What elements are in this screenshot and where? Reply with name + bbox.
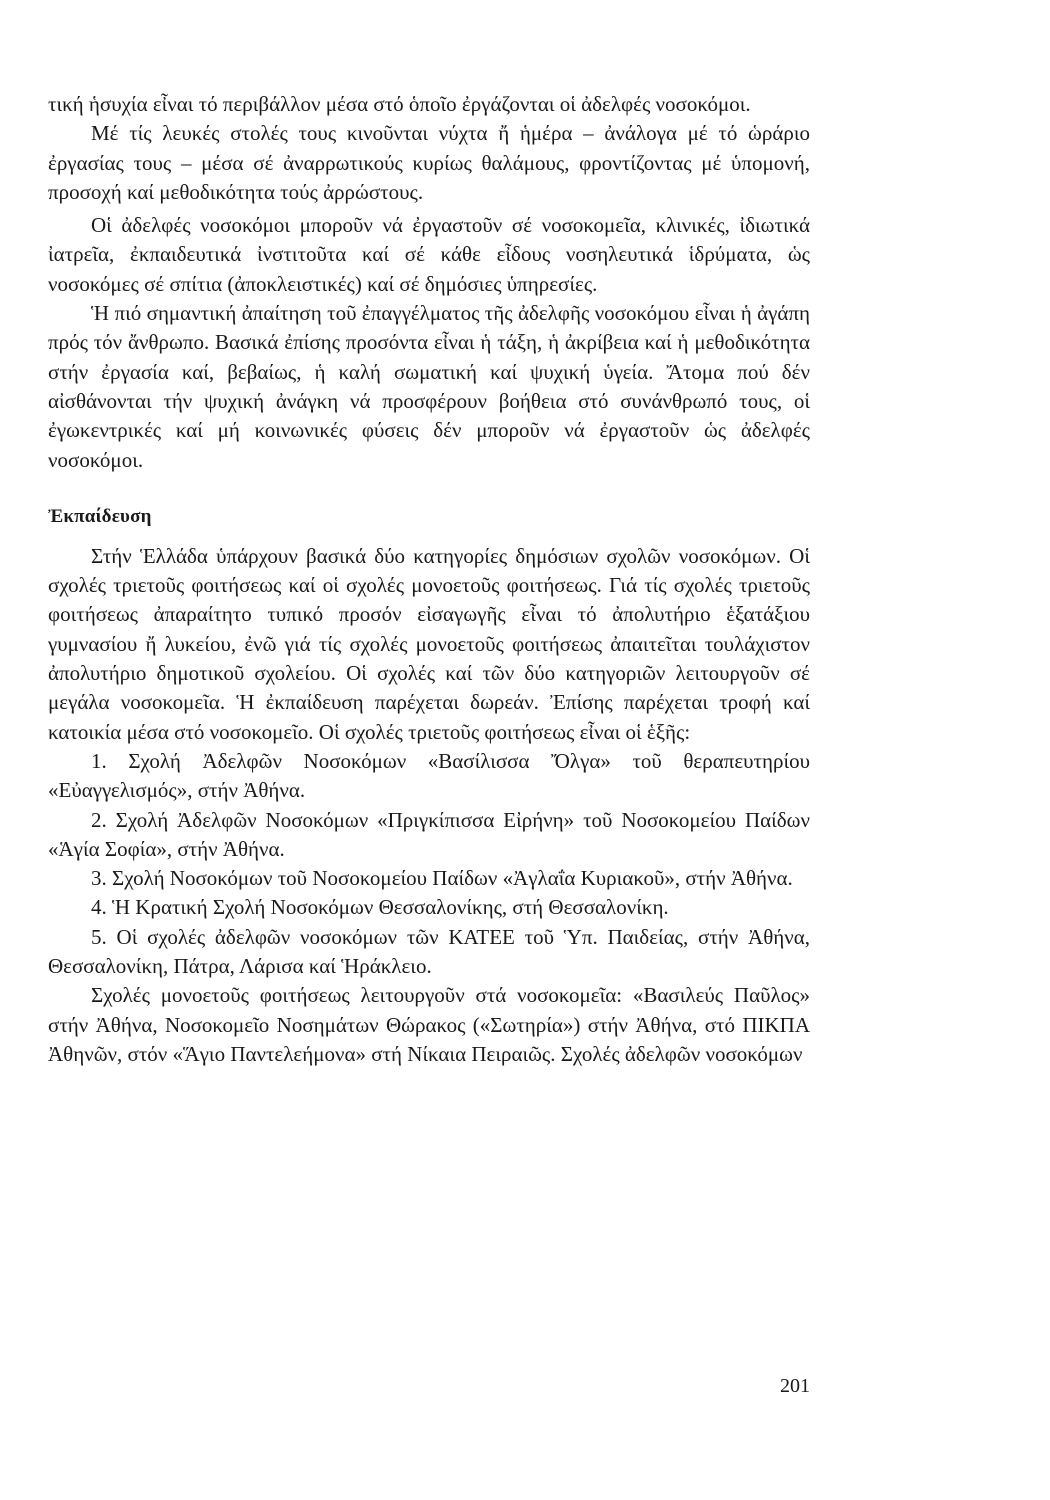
section-heading-education: Ἐκπαίδευση xyxy=(48,505,152,527)
paragraph-workplaces: Οἱ ἀδελφές νοσοκόμοι μποροῦν νά ἐργαστοῦν σέ νοσοκομεῖα, κλινικές, ἰδιωτικά ἰατρεῖα, ἐκπαιδευτικά ἰνστιτοῦτα καί σέ κάθε εἶδους νοσηλευτικά ἱδρύματα, ὡς νοσοκόμες σέ σπίτια (ἀποκλειστικές) καί σέ δημόσιες ὑπηρεσίες. xyxy=(48,213,810,296)
list-item-school-5: 5. Οἱ σχολές ἀδελφῶν νοσοκόμων τῶν ΚΑΤΕΕ τοῦ Ὑπ. Παιδείας, στήν Ἀθήνα, Θεσσαλονίκη, Πάτρα, Λάρισα καί Ἡράκλειο. xyxy=(48,924,810,979)
paragraph-one-year-schools: Σχολές μονοετοῦς φοιτήσεως λειτουργοῦν στά νοσοκομεῖα: «Βασιλεύς Παῦλος» στήν Ἀθήνα, Νοσοκομεῖο Νοσημάτων Θώρακος («Σωτηρία») στήν Ἀθήνα, στό ΠΙΚΠΑ Ἀθηνῶν, στόν «Ἅγιο Παντελεήμονα» στή Νίκαια Πειραιῶς. Σχολές ἀδελφῶν νοσοκόμων xyxy=(48,983,810,1066)
list-item-school-4: 4. Ἡ Κρατική Σχολή Νοσοκόμων Θεσσαλονίκης, στή Θεσσαλονίκη. xyxy=(91,895,669,920)
page-body xyxy=(48,90,810,1069)
paragraph-uniforms: Μέ τίς λευκές στολές τους κινοῦνται νύχτα ἤ ἡμέρα – ἀνάλογα μέ τό ὡράριο ἐργασίας τους – μέσα σέ ἀναρρωτικούς κυρίως θαλάμους, φροντίζοντας μέ ὑπομονή, προσοχή καί μεθοδικότητα τούς ἀρρώστους. xyxy=(48,121,810,204)
paragraph-schools-intro: Στήν Ἑλλάδα ὑπάρχουν βασικά δύο κατηγορίες δημόσιων σχολῶν νοσοκόμων. Οἱ σχολές τριετοῦς φοιτήσεως καί οἱ σχολές μονοετοῦς φοιτήσεως. Γιά τίς σχολές τριετοῦς φοιτήσεως ἀπαραίτητο τυπικό προσόν εἰσαγωγῆς εἶναι τό ἀπολυτήριο ἑξατάξιου γυμνασίου ἤ λυκείου, ἐνῶ γιά τίς σχολές μονοετοῦς φοιτήσεως ἀπαιτεῖται τουλάχιστον ἀπολυτήριο δημοτικοῦ σχολείου. Οἱ σχολές καί τῶν δύο κατηγοριῶν λειτουργοῦν σέ μεγάλα νοσοκομεῖα. Ἡ ἐκπαίδευση παρέχεται δωρεάν. Ἐπίσης παρέχεται τροφή καί κατοικία μέσα στό νοσοκομεῖο. Οἱ σχολές τριετοῦς φοιτήσεως εἶναι οἱ ἑξῆς: xyxy=(48,543,810,744)
list-item-school-1: 1. Σχολή Ἀδελφῶν Νοσοκόμων «Βασίλισσα Ὄλγα» τοῦ θεραπευτηρίου «Εὐαγγελισμός», στήν Ἀθήνα. xyxy=(48,748,810,803)
list-item-school-3: 3. Σχολή Νοσοκόμων τοῦ Νοσοκομείου Παίδων «Ἀγλαΐα Κυριακοῦ», στήν Ἀθήνα. xyxy=(91,866,793,891)
list-item-school-2: 2. Σχολή Ἀδελφῶν Νοσοκόμων «Πριγκίπισσα Εἰρήνη» τοῦ Νοσοκομείου Παίδων «Ἁγία Σοφία», στήν Ἀθήνα. xyxy=(48,807,810,861)
paragraph-continuation: τική ἡσυχία εἶναι τό περιβάλλον μέσα στό ὁποῖο ἐργάζονται οἱ ἀδελφές νοσοκόμοι. xyxy=(48,92,751,116)
page-number: 201 xyxy=(780,1375,810,1397)
paragraph-requirements: Ἡ πιό σημαντική ἀπαίτηση τοῦ ἐπαγγέλματος τῆς ἀδελφῆς νοσοκόμου εἶναι ἡ ἀγάπη πρός τόν ἄνθρωπο. Βασικά ἐπίσης προσόντα εἶναι ἡ τάξη, ἡ ἀκρίβεια καί ἡ μεθοδικότητα στήν ἐργασία καί, βεβαίως, ἡ καλή σωματική καί ψυχική ὑγεία. Ἄτομα πού δέν αἰσθάνονται τήν ψυχική ἀνάγκη νά προσφέρουν βοήθεια στό συνάνθρωπό τους, οἱ ἐγωκεντρικές καί μή κοινωνικές φύσεις δέν μποροῦν νά ἐργαστοῦν ὡς ἀδελφές νοσοκόμοι. xyxy=(48,301,810,472)
